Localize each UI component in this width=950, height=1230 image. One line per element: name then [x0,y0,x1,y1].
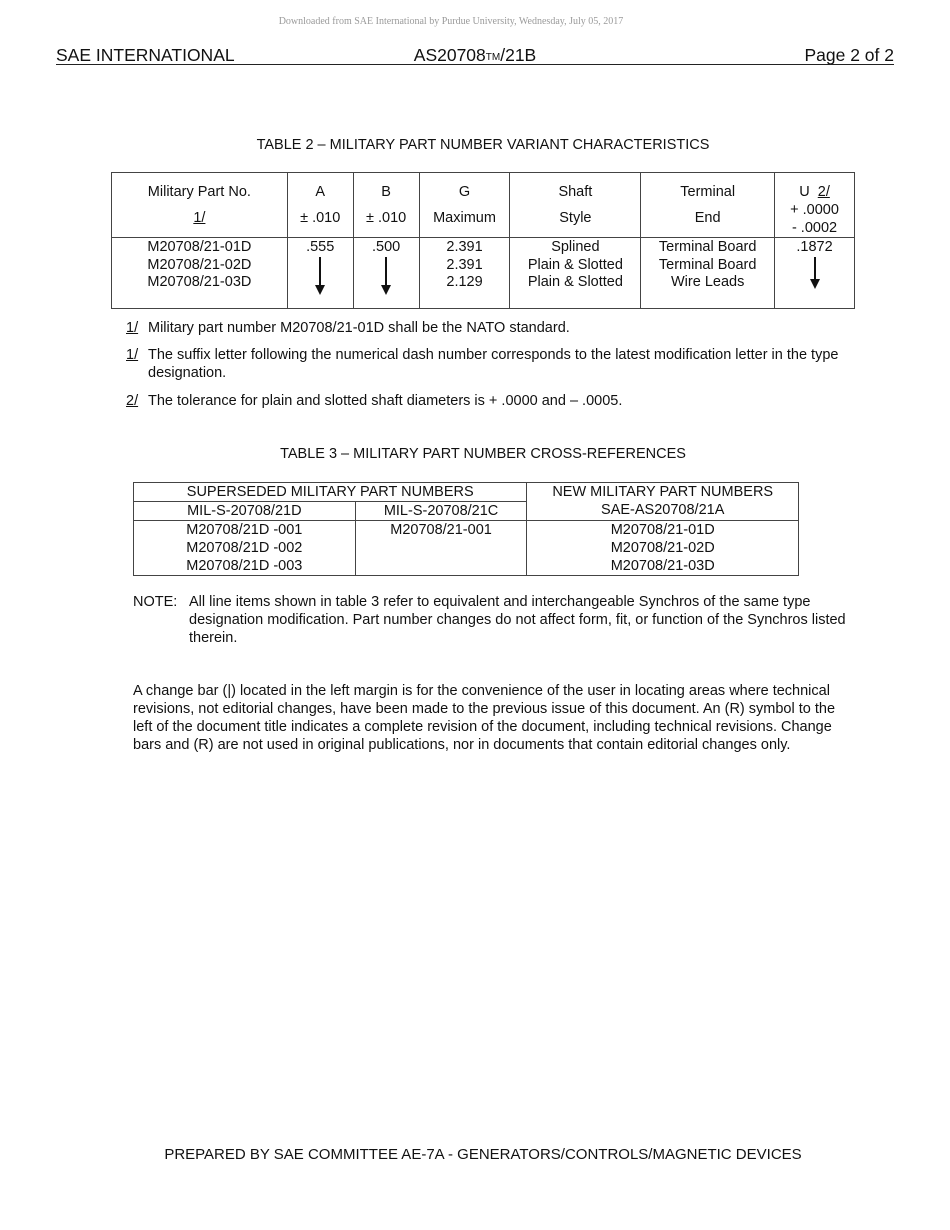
table2-header-shaft: Shaft Style [510,173,641,238]
down-arrow-icon [381,257,391,295]
new-numbers-header: NEW MILITARY PART NUMBERS SAE-AS20708/21A [527,483,799,521]
table2-header-u: U 2/ + .0000 - .0002 [775,173,855,238]
note-label: NOTE: [133,594,178,610]
new-part-number-values [527,521,799,576]
table-cell: M20708/21-01D [610,522,715,538]
table-cell: Plain & Slotted [527,274,623,290]
download-notice: Downloaded from SAE International by Purdue University, Wednesday, July 05, 2017 [278,16,624,27]
table-cell: Terminal Board [658,256,757,273]
footnote-nato-standard [126,319,846,337]
table3-data-row [134,521,799,576]
table-cell: Terminal Board [658,239,757,255]
table2-header-terminal: Terminal End [641,173,775,238]
table-cell: M20708/21-001 [390,522,492,538]
table2-header-part-no: Military Part No. 1/ [112,173,288,238]
header-organization: SAE INTERNATIONAL [56,45,235,65]
table3-cross-references [133,482,799,576]
table2-variant-characteristics [111,172,855,309]
footnote-text: The suffix letter following the numerical dash number corresponds to the latest modification letter in the type designation. [148,347,839,381]
table-cell: Splined [551,239,600,255]
table-cell: M20708/21D -001 [186,522,303,538]
table2-caption: TABLE 2 – MILITARY PART NUMBER VARIANT CHARACTERISTICS [256,137,710,153]
table3-caption: TABLE 3 – MILITARY PART NUMBER CROSS-REFERENCES [280,446,686,462]
table2-data-row [112,238,855,309]
table-cell: M20708/21D -002 [186,540,303,556]
superseded-header: SUPERSEDED MILITARY PART NUMBERS [134,483,527,502]
table-cell: M20708/21-02D [147,256,252,273]
table2-part-numbers [112,238,288,309]
table-cell: M20708/21D -003 [186,558,303,574]
footnote-marker: 2/ [126,393,139,409]
table-cell: M20708/21-02D [610,540,715,556]
footnote-text: The tolerance for plain and slotted shaft diameters is + .0000 and – .0005. [148,393,623,409]
footnote-marker: 1/ [126,347,139,363]
table2-b-cell [353,238,419,309]
superseded-21d-values [134,521,356,576]
col-header-mil-21c: MIL-S-20708/21C [355,502,527,521]
note-text: All line items shown in table 3 refer to equivalent and interchangeable Synchros of the same type designation modification. Part number changes do not affect form, fit, or function of the Synchros listed therein. [189,594,846,646]
table2-shaft-styles [510,238,641,309]
table2-a-cell [287,238,353,309]
footnote-text: Military part number M20708/21-01D shall be the NATO standard. [148,320,570,336]
table2-u-cell [775,238,855,309]
table-cell: .500 [371,239,401,255]
table-cell: .555 [306,239,335,255]
footnote-tolerance [126,392,846,410]
col-header-mil-21d: MIL-S-20708/21D [134,502,356,521]
table3-note [133,593,853,647]
table-cell: 2.391 [446,256,483,273]
table-cell: 2.129 [446,274,483,290]
table2-header-row [112,173,855,238]
table-cell: Wire Leads [670,274,745,290]
footnote-marker: 1/ [126,320,139,336]
doc-id-suffix: /21B [500,45,537,65]
table2-header-a: A ± .010 [287,173,353,238]
header-page-number: Page 2 of 2 [804,45,894,65]
footer-prepared-by: PREPARED BY SAE COMMITTEE AE-7A - GENERATORS/CONTROLS/MAGNETIC DEVICES [164,1146,802,1163]
table-cell: .1872 [796,239,833,255]
table-cell: Plain & Slotted [527,256,623,273]
table3-group-header-row [134,483,799,502]
doc-id-prefix: AS20708 [413,45,486,65]
down-arrow-icon [810,257,820,289]
table2-terminal-ends [641,238,775,309]
table2-g-values [419,238,510,309]
change-bar-paragraph: A change bar (|) located in the left margin is for the convenience of the user in locating areas where technical revisions, not editorial changes, have been made to the previous issue of this document. An (R) symbol to the left of the document title indicates a complete revision of the document, including technical revisions. Change bars and (R) are not used in original publications, nor in documents that contain editorial changes only. [133,683,836,753]
table-cell: M20708/21-03D [610,558,715,574]
table-cell: M20708/21-03D [147,274,252,290]
superseded-21c-values [355,521,527,576]
header-rule [56,64,894,65]
trademark-mark: TM [485,52,501,63]
table-cell: M20708/21-01D [147,239,252,255]
table2-header-g: G Maximum [419,173,510,238]
footnote-suffix-letter [126,346,846,382]
table-cell: 2.391 [446,239,483,255]
table2-header-b: B ± .010 [353,173,419,238]
down-arrow-icon [315,257,325,295]
